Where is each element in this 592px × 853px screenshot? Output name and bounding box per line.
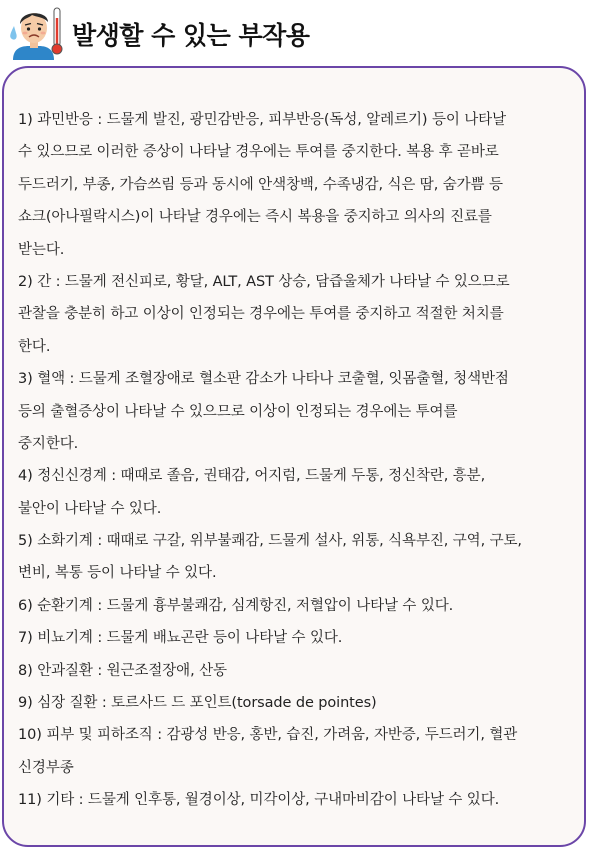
sick-person-thermometer-icon <box>4 4 64 60</box>
text-line: 변비, 복통 등이 나타날 수 있다. <box>18 565 217 582</box>
text-line: 1) 과민반응 : 드물게 발진, 광민감반응, 피부반응(독성, 알레르기) 등이 나타날 <box>18 112 506 128</box>
text-line: 관찰을 충분히 하고 이상이 인정되는 경우에는 투여를 중지하고 적절한 처치를 <box>18 306 504 323</box>
text-line: 8) 안과질환 : 원근조절장애, 산동 <box>18 662 227 679</box>
text-line: 9) 심장 질환 : 토르사드 드 포인트(torsade de pointes) <box>18 695 377 712</box>
text-line: 6) 순환기계 : 드물게 흉부불쾌감, 심계항진, 저혈압이 나타날 수 있다. <box>18 597 454 614</box>
text-line: 받는다. <box>18 241 65 258</box>
text-line: 4) 정신신경계 : 때때로 졸음, 권태감, 어지럼, 드물게 두통, 정신착란, 흥분, <box>18 468 486 485</box>
text-line: 중지한다. <box>18 435 79 452</box>
text-line: 수 있으므로 이러한 증상이 나타날 경우에는 투여를 중지한다. 복용 후 곧바로 <box>18 144 499 161</box>
text-line: 7) 비뇨기계 : 드물게 배뇨곤란 등이 나타날 수 있다. <box>18 630 343 647</box>
section-header <box>0 0 592 62</box>
text-line: 5) 소화기계 : 때때로 구갈, 위부불쾌감, 드물게 설사, 위통, 식욕부진, 구역, 구토, <box>18 533 522 550</box>
text-line: 한다. <box>18 338 51 355</box>
text-line: 등의 출혈증상이 나타날 수 있으므로 이상이 인정되는 경우에는 투여를 <box>18 403 458 420</box>
text-line: 두드러기, 부종, 가슴쓰림 등과 동시에 안색창백, 수족냉감, 식은 땀, 숨가쁨 등 <box>18 176 503 193</box>
page-title: 발생할 수 있는 부작용 <box>72 21 310 50</box>
text-line: 2) 간 : 드물게 전신피로, 황달, ALT, AST 상승, 담즙울체가 나타날 수 있으므로 <box>18 273 510 290</box>
side-effects-list <box>18 104 574 817</box>
text-line: 3) 혈액 : 드물게 조혈장애로 혈소판 감소가 나타나 코출혈, 잇몸출혈, 청색반점 <box>18 371 509 388</box>
text-line: 쇼크(아나필락시스)이 나타날 경우에는 즉시 복용을 중지하고 의사의 진료를 <box>18 209 492 226</box>
text-line: 10) 피부 및 피하조직 : 감광성 반응, 홍반, 습진, 가려움, 자반증, 두드러기, 혈관 <box>18 727 518 744</box>
text-line: 신경부종 <box>18 759 74 776</box>
text-line: 11) 기타 : 드물게 인후통, 월경이상, 미각이상, 구내마비감이 나타날 수 있다. <box>18 792 500 809</box>
text-line: 불안이 나타날 수 있다. <box>18 500 162 517</box>
